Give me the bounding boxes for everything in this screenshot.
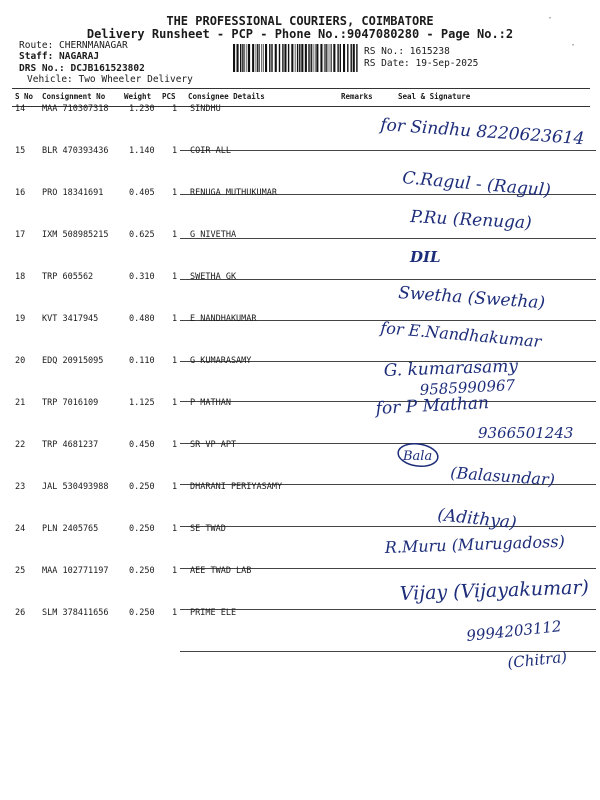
- cell-consignment: BLR 470393436: [42, 146, 109, 156]
- cell-weight: 0.310: [129, 272, 155, 282]
- cell-consignment: MAA 102771197: [42, 566, 109, 576]
- table-row: [12, 272, 590, 314]
- signature: for Sindhu 8220623614: [379, 115, 585, 150]
- cell-pcs: 1: [172, 230, 178, 240]
- cell-pcs: 1: [172, 524, 178, 534]
- cell-weight: 0.405: [129, 188, 155, 198]
- cell-sno: 26: [15, 608, 26, 618]
- cell-pcs: 1: [172, 188, 178, 198]
- cell-consignment: MAA 710307318: [42, 104, 109, 114]
- cell-weight: 0.250: [129, 566, 155, 576]
- barcode-bar: [256, 44, 257, 72]
- cell-sno: 17: [15, 230, 26, 240]
- barcode-bar: [297, 44, 298, 72]
- barcode-bar: [337, 44, 338, 72]
- barcode-bar: [356, 44, 357, 72]
- table-row: [12, 440, 590, 482]
- cell-weight: 0.250: [129, 608, 155, 618]
- cell-sno: 16: [15, 188, 26, 198]
- table-row: [12, 482, 590, 524]
- cell-sno: 18: [15, 272, 26, 282]
- barcode-bar: [275, 44, 277, 72]
- row-divider: [180, 651, 596, 652]
- signature: 9366501243: [478, 424, 574, 442]
- cell-consignee: P MATHAN: [190, 398, 231, 408]
- scan-speck: ·: [547, 13, 554, 24]
- cell-pcs: 1: [172, 356, 178, 366]
- barcode-bar: [282, 44, 283, 72]
- cell-consignment: EDQ 20915095: [42, 356, 104, 366]
- route-text: Route: CHERNMANAGAR: [19, 40, 128, 51]
- barcode-bar: [247, 44, 248, 72]
- table-row: [12, 356, 590, 398]
- scan-speck: ·: [570, 40, 577, 51]
- table-row: [12, 104, 590, 146]
- cell-consignment: PLN 2405765: [42, 524, 99, 534]
- cell-consignment: JAL 530493988: [42, 482, 109, 492]
- cell-consignee: SWETHA GK: [190, 272, 237, 282]
- table-row: [12, 524, 590, 566]
- cell-sno: 22: [15, 440, 26, 450]
- table-row: [12, 230, 590, 272]
- cell-sno: 19: [15, 314, 26, 324]
- signature: Bala: [403, 449, 433, 464]
- table-row: [12, 314, 590, 356]
- cell-weight: 0.110: [129, 356, 155, 366]
- cell-consignee: RENUGA MUTHUKUMAR: [190, 188, 277, 198]
- cell-consignment: TRP 7016109: [42, 398, 99, 408]
- barcode-bar: [343, 44, 345, 72]
- barcode-bar: [244, 44, 245, 72]
- col-pcs: PCS: [162, 92, 176, 101]
- barcode-bar: [313, 44, 314, 72]
- cell-pcs: 1: [172, 314, 178, 324]
- barcode-bar: [351, 44, 352, 72]
- cell-weight: 0.450: [129, 440, 155, 450]
- barcode-bar: [295, 44, 296, 72]
- barcode-bar: [311, 44, 312, 72]
- barcode-bar: [320, 44, 322, 72]
- barcode-bar: [305, 44, 307, 72]
- barcode-bar: [325, 44, 326, 72]
- table-row: [12, 188, 590, 230]
- barcode-bar: [291, 44, 293, 72]
- col-weight: Weight: [124, 92, 152, 101]
- cell-pcs: 1: [172, 482, 178, 492]
- barcode-bar: [271, 44, 272, 72]
- signature: for P Mathan: [375, 393, 490, 419]
- cell-sno: 23: [15, 482, 26, 492]
- cell-consignee: AEE TWAD LAB: [190, 566, 252, 576]
- barcode-bar: [237, 44, 239, 72]
- barcode-bar: [233, 44, 235, 72]
- col-sno: S No: [15, 92, 34, 101]
- signature: C.Ragul - (Ragul): [401, 168, 552, 201]
- cell-pcs: 1: [172, 272, 178, 282]
- cell-sno: 24: [15, 524, 26, 534]
- cell-consignment: IXM 508985215: [42, 230, 109, 240]
- cell-weight: 0.250: [129, 482, 155, 492]
- barcode-bar: [331, 44, 332, 72]
- cell-consignee: SR VP APT: [190, 440, 237, 450]
- barcode-bar: [299, 44, 300, 72]
- cell-pcs: 1: [172, 146, 178, 156]
- signature: P.Ru (Renuga): [409, 207, 533, 234]
- cell-pcs: 1: [172, 398, 178, 408]
- col-consignment: Consignment No: [42, 92, 106, 101]
- signature: Swetha (Swetha): [397, 283, 546, 314]
- barcode-bar: [269, 44, 270, 72]
- cell-sno: 15: [15, 146, 26, 156]
- barcode-bar: [324, 44, 325, 72]
- document-title: THE PROFESSIONAL COURIERS, COIMBATORE: [166, 14, 434, 28]
- barcode-bar: [347, 44, 348, 72]
- signature: (Balasundar): [449, 463, 556, 490]
- barcode-bar: [315, 44, 316, 72]
- cell-weight: 0.625: [129, 230, 155, 240]
- cell-consignee: SINDHU: [190, 104, 221, 114]
- staff-text: Staff: NAGARAJ: [19, 51, 100, 62]
- barcode: [233, 44, 359, 72]
- cell-weight: 1.140: [129, 146, 155, 156]
- cell-consignment: PRO 18341691: [42, 188, 104, 198]
- cell-weight: 1.230: [129, 104, 155, 114]
- barcode-bar: [353, 44, 355, 72]
- barcode-bar: [316, 44, 318, 72]
- cell-sno: 25: [15, 566, 26, 576]
- cell-consignee: SE TWAD: [190, 524, 226, 534]
- table-row: [12, 398, 590, 440]
- cell-weight: 0.250: [129, 524, 155, 534]
- cell-pcs: 1: [172, 440, 178, 450]
- barcode-bar: [330, 44, 331, 72]
- barcode-bar: [248, 44, 250, 72]
- cell-consignment: SLM 378411656: [42, 608, 109, 618]
- document-subtitle: Delivery Runsheet - PCP - Phone No.:9047080280 - Page No.:2: [86, 27, 514, 41]
- table-row: [12, 566, 590, 608]
- table-row: [12, 146, 590, 188]
- cell-consignment: TRP 605562: [42, 272, 94, 282]
- barcode-bar: [288, 44, 289, 72]
- cell-consignee: G KUMARASAMY: [190, 356, 252, 366]
- cell-pcs: 1: [172, 566, 178, 576]
- signature: R.Muru (Murugadoss): [384, 531, 566, 557]
- barcode-bar: [257, 44, 258, 72]
- barcode-bar: [265, 44, 267, 72]
- barcode-bar: [308, 44, 309, 72]
- cell-consignee: G NIVETHA: [190, 230, 237, 240]
- cell-consignee: E NANDHAKUMAR: [190, 314, 257, 324]
- cell-sno: 14: [15, 104, 26, 114]
- signature: G. kumarasamy: [383, 356, 519, 381]
- cell-consignee: PRIME ELE: [190, 608, 237, 618]
- barcode-bar: [261, 44, 262, 72]
- barcode-bar: [259, 44, 260, 72]
- signature: for E.Nandhakumar: [379, 318, 543, 352]
- signature: Vijay (Vijayakumar): [399, 576, 590, 605]
- cell-consignment: KVT 3417945: [42, 314, 99, 324]
- cell-consignment: TRP 4681237: [42, 440, 99, 450]
- barcode-bar: [279, 44, 280, 72]
- signature: (Chitra): [506, 647, 568, 672]
- barcode-bar: [340, 44, 341, 72]
- signature: (Adithya): [436, 505, 518, 534]
- cell-weight: 1.125: [129, 398, 155, 408]
- signature: DIL: [410, 248, 441, 266]
- barcode-bar: [240, 44, 241, 72]
- col-remarks: Remarks: [341, 92, 373, 101]
- barcode-bar: [301, 44, 303, 72]
- table-row: [12, 608, 590, 650]
- vehicle-text: Vehicle: Two Wheeler Delivery: [27, 74, 193, 85]
- drs-number: DRS No.: DCJB161523802: [19, 63, 145, 74]
- signature: 9585990967: [419, 376, 516, 399]
- barcode-bar: [333, 44, 335, 72]
- col-consignee: Consignee Details: [188, 92, 265, 101]
- barcode-bar: [284, 44, 286, 72]
- cell-pcs: 1: [172, 104, 178, 114]
- col-seal-signature: Seal & Signature: [398, 92, 471, 101]
- cell-sno: 20: [15, 356, 26, 366]
- rs-number: RS No.: 1615238: [364, 46, 450, 57]
- cell-consignee: COIR ALL: [190, 146, 231, 156]
- cell-sno: 21: [15, 398, 26, 408]
- cell-consignee: DHARANI PERIYASAMY: [190, 482, 283, 492]
- signature: 9994203112: [465, 617, 563, 645]
- barcode-bar: [252, 44, 254, 72]
- cell-weight: 0.480: [129, 314, 155, 324]
- barcode-bar: [263, 44, 264, 72]
- rs-date: RS Date: 19-Sep-2025: [364, 58, 479, 69]
- barcode-bar: [328, 44, 329, 72]
- barcode-bar: [242, 44, 243, 72]
- cell-pcs: 1: [172, 608, 178, 618]
